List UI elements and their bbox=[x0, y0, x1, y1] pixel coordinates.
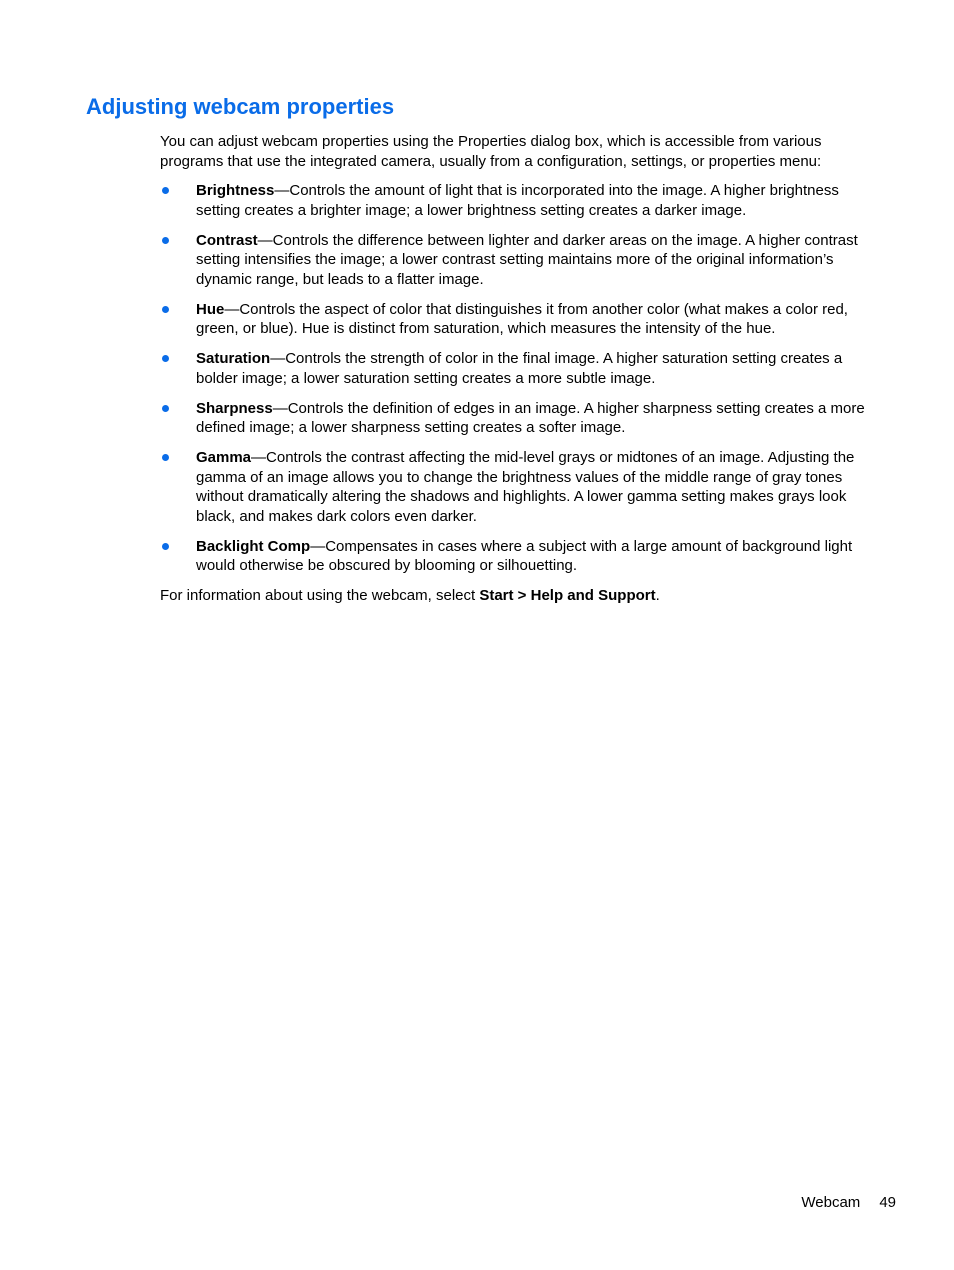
list-item-backlight-comp bbox=[160, 537, 880, 576]
bullet-icon bbox=[162, 237, 169, 244]
term-gamma: Gamma bbox=[196, 449, 252, 466]
desc-contrast: —Controls the difference between lighter and darker areas on the image. A higher contrast setting intensifies the image; a lower contrast setting maintains more of the original information’s dynamic range, but leads to a flatter image. bbox=[196, 231, 858, 288]
term-contrast: Contrast bbox=[196, 231, 258, 249]
list-item-hue bbox=[160, 300, 880, 339]
footer-section: Webcam bbox=[801, 1194, 861, 1211]
bullet-icon bbox=[162, 306, 169, 313]
page-footer bbox=[801, 1193, 896, 1212]
term-backlight-comp: Backlight Comp bbox=[196, 537, 311, 555]
list-item-sharpness bbox=[160, 399, 880, 438]
term-hue: Hue bbox=[196, 300, 225, 318]
list-item-brightness bbox=[160, 181, 880, 220]
bullet-icon bbox=[162, 187, 169, 194]
bullet-icon bbox=[162, 454, 169, 461]
list-item-gamma bbox=[160, 448, 880, 526]
help-path: Start > Help and Support bbox=[479, 587, 656, 604]
term-brightness: Brightness bbox=[196, 182, 275, 199]
desc-hue: —Controls the aspect of color that distinguishes it from another color (what makes a color red, green, or blue). Hue is distinct from saturation, which measures the intensity of the hue. bbox=[196, 300, 848, 337]
desc-saturation: —Controls the strength of color in the final image. A higher saturation setting creates a bolder image; a lower saturation setting creates a more subtle image. bbox=[196, 350, 843, 387]
bullet-icon bbox=[162, 543, 169, 550]
desc-backlight-comp: —Compensates in cases where a subject with a large amount of background light would otherwise be obscured by blooming or silhouetting. bbox=[196, 537, 853, 574]
page-title: Adjusting webcam properties bbox=[86, 94, 395, 119]
outro-prefix: For information about using the webcam, select bbox=[160, 587, 480, 604]
outro-suffix: . bbox=[655, 587, 660, 604]
term-sharpness: Sharpness bbox=[196, 399, 273, 417]
list-item-saturation bbox=[160, 349, 880, 388]
list-item-contrast bbox=[160, 231, 880, 290]
desc-sharpness: —Controls the definition of edges in an image. A higher sharpness setting creates a more defined image; a lower sharpness setting creates a softer image. bbox=[196, 399, 865, 436]
intro-paragraph: You can adjust webcam properties using the Properties dialog box, which is accessible from various programs that use the integrated camera, usually from a configuration, settings, or properties menu: bbox=[160, 133, 822, 170]
desc-brightness: —Controls the amount of light that is incorporated into the image. A higher brightness setting creates a brighter image; a lower brightness setting creates a darker image. bbox=[196, 182, 839, 219]
bullet-icon bbox=[162, 405, 169, 412]
content-body bbox=[160, 132, 880, 606]
property-list bbox=[160, 181, 880, 576]
desc-gamma: —Controls the contrast affecting the mid-level grays or midtones of an image. Adjusting the gamma of an image allows you to change the brightness values of the middle range of gray tones without dramatically altering the shadows and highlights. A lower gamma setting makes grays look black, and makes dark colors even darker. bbox=[196, 449, 855, 525]
term-saturation: Saturation bbox=[196, 350, 271, 367]
outro-paragraph bbox=[160, 586, 880, 606]
bullet-icon bbox=[162, 355, 169, 362]
page-number: 49 bbox=[879, 1194, 896, 1211]
